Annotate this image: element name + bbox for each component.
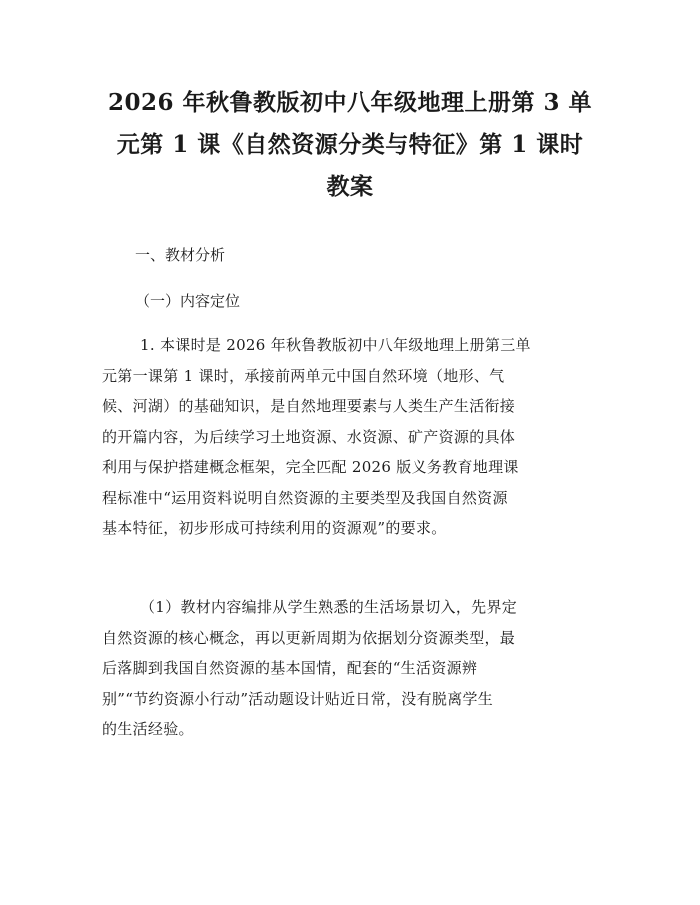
- paragraph-2-line: 自然资源的核心概念，再以更新周期为依据划分资源类型，最: [102, 628, 516, 647]
- subsection-heading: （一）内容定位: [135, 292, 241, 310]
- paragraph-1-line: 的开篇内容，为后续学习土地资源、水资源、矿产资源的具体: [102, 427, 516, 446]
- title-line-1: 2026 年秋鲁教版初中八年级地理上册第 3 单: [107, 89, 593, 116]
- section-heading: 一、教材分析: [135, 246, 226, 264]
- paragraph-2-line: （1）教材内容编排从学生熟悉的生活场景切入，先界定: [140, 598, 518, 616]
- paragraph-2-line: 的生活经验。: [102, 720, 194, 738]
- title-line-2: 元第 1 课《自然资源分类与特征》第 1 课时: [116, 131, 584, 158]
- paragraph-2-line: 后落脚到我国自然资源的基本国情，配套的“生活资源辨: [102, 659, 478, 677]
- document-title: [96, 82, 604, 208]
- title-line-3: 教案: [326, 173, 374, 200]
- paragraph-1-line: 程标准中“运用资料说明自然资源的主要类型及我国自然资源: [102, 488, 508, 507]
- paragraph-1-line: 元第一课第 1 课时，承接前两单元中国自然环境（地形、气: [102, 366, 505, 385]
- paragraph-2-line: 别”“节约资源小行动”活动题设计贴近日常，没有脱离学生: [102, 689, 494, 708]
- paragraph-1-line: 基本特征，初步形成可持续利用的资源观”的要求。: [102, 519, 447, 537]
- paragraph-2: [102, 592, 602, 745]
- paragraph-1-line: 候、河湖）的基础知识，是自然地理要素与人类生产生活衔接: [102, 397, 516, 415]
- paragraph-1-line: 1. 本课时是 2026 年秋鲁教版初中八年级地理上册第三单: [140, 336, 531, 354]
- paragraph-1: [102, 330, 602, 544]
- paragraph-1-line: 利用与保护搭建概念框架，完全匹配 2026 版义务教育地理课: [102, 458, 519, 476]
